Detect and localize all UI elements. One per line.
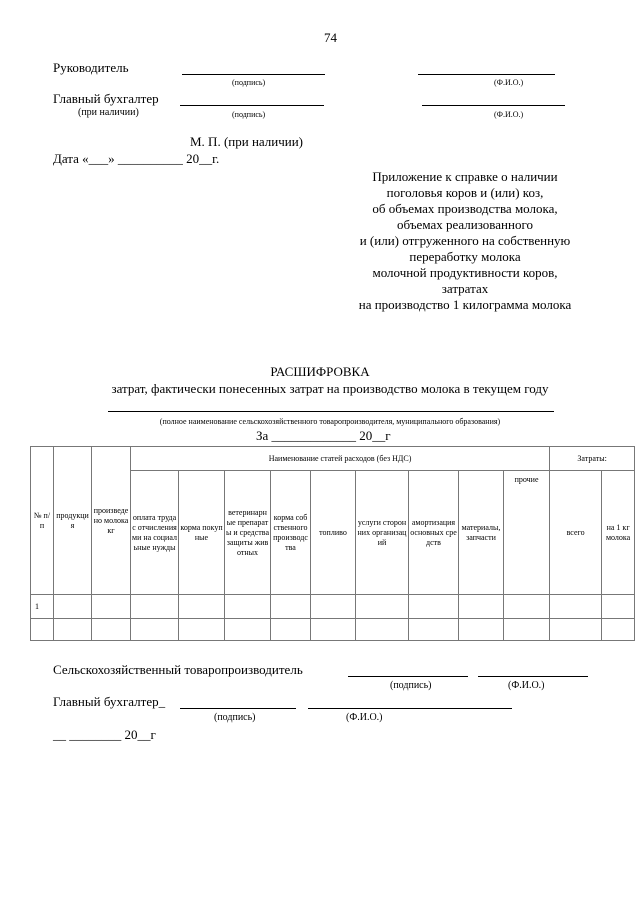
col-header-labor: оплата труда с отчислениями на социальные нужды bbox=[131, 471, 179, 595]
col-header-other: прочие bbox=[504, 471, 550, 595]
group-header-costs: Затраты: bbox=[550, 447, 635, 471]
col-header-no: № п/п bbox=[31, 447, 54, 595]
period-line: За _____________ 20__г bbox=[256, 428, 391, 443]
table-cell bbox=[92, 595, 131, 619]
col-header-total: всего bbox=[550, 471, 602, 595]
table-cell bbox=[409, 619, 459, 641]
producer-fio-caption: (Ф.И.О.) bbox=[508, 680, 545, 691]
producer-fio-line bbox=[478, 676, 588, 677]
producer-caption: (полное наименование сельскохозяйственного товаропроизводителя, муниципального образования) bbox=[159, 417, 501, 426]
appendix-line: переработку молока bbox=[409, 249, 521, 264]
head-label: Руководитель bbox=[53, 60, 129, 75]
table-cell bbox=[179, 595, 225, 619]
appendix-line: поголовья коров и (или) коз, bbox=[386, 185, 544, 200]
table-cell bbox=[31, 619, 54, 641]
table-cell bbox=[225, 595, 271, 619]
document-title: РАСШИФРОВКА bbox=[270, 364, 370, 379]
bottom-chief-signature-caption: (подпись) bbox=[214, 712, 256, 723]
producer-signature-caption: (подпись) bbox=[390, 680, 432, 691]
appendix-note bbox=[330, 169, 600, 313]
bottom-chief-signature-line bbox=[180, 708, 296, 709]
table-cell bbox=[225, 619, 271, 641]
table-cell bbox=[54, 595, 92, 619]
chief-fio-caption: (Ф.И.О.) bbox=[494, 110, 524, 119]
expense-table bbox=[30, 446, 635, 641]
col-header-depreciation: амортизация основных средств bbox=[409, 471, 459, 595]
col-header-services: услуги сторонних организаций bbox=[356, 471, 409, 595]
table-cell bbox=[459, 619, 504, 641]
chief-accountant-signature-line bbox=[180, 105, 324, 106]
table-cell bbox=[504, 619, 550, 641]
bottom-chief-fio-line bbox=[308, 708, 512, 709]
appendix-line: и (или) отгруженного на собственную bbox=[359, 233, 571, 248]
col-header-per-kg: на 1 кг молока bbox=[602, 471, 635, 595]
table-row bbox=[31, 595, 635, 619]
head-fio-caption: (Ф.И.О.) bbox=[494, 78, 524, 87]
col-header-milk-produced: произведено молока кг bbox=[92, 447, 131, 595]
head-signature-line bbox=[182, 74, 325, 75]
col-header-product: продукция bbox=[54, 447, 92, 595]
chief-fio-line bbox=[422, 105, 565, 106]
document-subtitle: затрат, фактически понесенных затрат на производство молока в текущем году bbox=[111, 381, 549, 396]
head-fio-line bbox=[418, 74, 555, 75]
table-cell bbox=[54, 619, 92, 641]
col-header-purchased-feed: корма покупные bbox=[179, 471, 225, 595]
page-number: 74 bbox=[324, 30, 337, 45]
table-cell bbox=[504, 595, 550, 619]
table-row bbox=[31, 619, 635, 641]
appendix-line: объемах реализованного bbox=[397, 217, 533, 232]
if-any-caption: (при наличии) bbox=[78, 107, 139, 118]
group-header-expenses: Наименование статей расходов (без НДС) bbox=[131, 447, 550, 471]
chief-signature-caption: (подпись) bbox=[232, 110, 266, 119]
stamp-label: М. П. (при наличии) bbox=[190, 134, 304, 149]
table-cell bbox=[92, 619, 131, 641]
date-line: Дата «___» __________ 20__г. bbox=[53, 151, 220, 166]
producer-label: Сельскохозяйственный товаропроизводитель bbox=[53, 662, 303, 677]
table-cell bbox=[550, 595, 602, 619]
table-cell bbox=[602, 595, 635, 619]
appendix-line: затратах bbox=[441, 281, 489, 296]
table-cell bbox=[602, 619, 635, 641]
appendix-line: молочной продуктивности коров, bbox=[372, 265, 558, 280]
col-header-own-feed: корма собственного производства bbox=[271, 471, 311, 595]
table-cell bbox=[271, 619, 311, 641]
table-cell bbox=[550, 619, 602, 641]
appendix-line: об объемах производства молока, bbox=[372, 201, 558, 216]
bottom-chief-fio-caption: (Ф.И.О.) bbox=[346, 712, 383, 723]
table-cell bbox=[311, 595, 356, 619]
producer-name-line bbox=[108, 411, 554, 412]
head-signature-caption: (подпись) bbox=[232, 78, 266, 87]
col-header-vet: ветеринарные препараты и средства защиты животных bbox=[225, 471, 271, 595]
col-header-fuel: топливо bbox=[311, 471, 356, 595]
bottom-date-line: __ ________ 20__г bbox=[53, 727, 156, 742]
producer-signature-line bbox=[348, 676, 468, 677]
table-cell bbox=[131, 595, 179, 619]
table-cell bbox=[409, 595, 459, 619]
table-cell bbox=[459, 595, 504, 619]
chief-accountant-label: Главный бухгалтер bbox=[53, 91, 159, 106]
table-cell-no: 1 bbox=[31, 595, 54, 619]
appendix-line: на производство 1 килограмма молока bbox=[358, 297, 572, 312]
table-cell bbox=[131, 619, 179, 641]
table-cell bbox=[179, 619, 225, 641]
col-header-materials: материалы, запчасти bbox=[459, 471, 504, 595]
appendix-line: Приложение к справке о наличии bbox=[372, 169, 558, 184]
bottom-chief-accountant-label: Главный бухгалтер_ bbox=[53, 694, 166, 709]
table-cell bbox=[356, 595, 409, 619]
table-cell bbox=[271, 595, 311, 619]
table-cell bbox=[356, 619, 409, 641]
table-cell bbox=[311, 619, 356, 641]
